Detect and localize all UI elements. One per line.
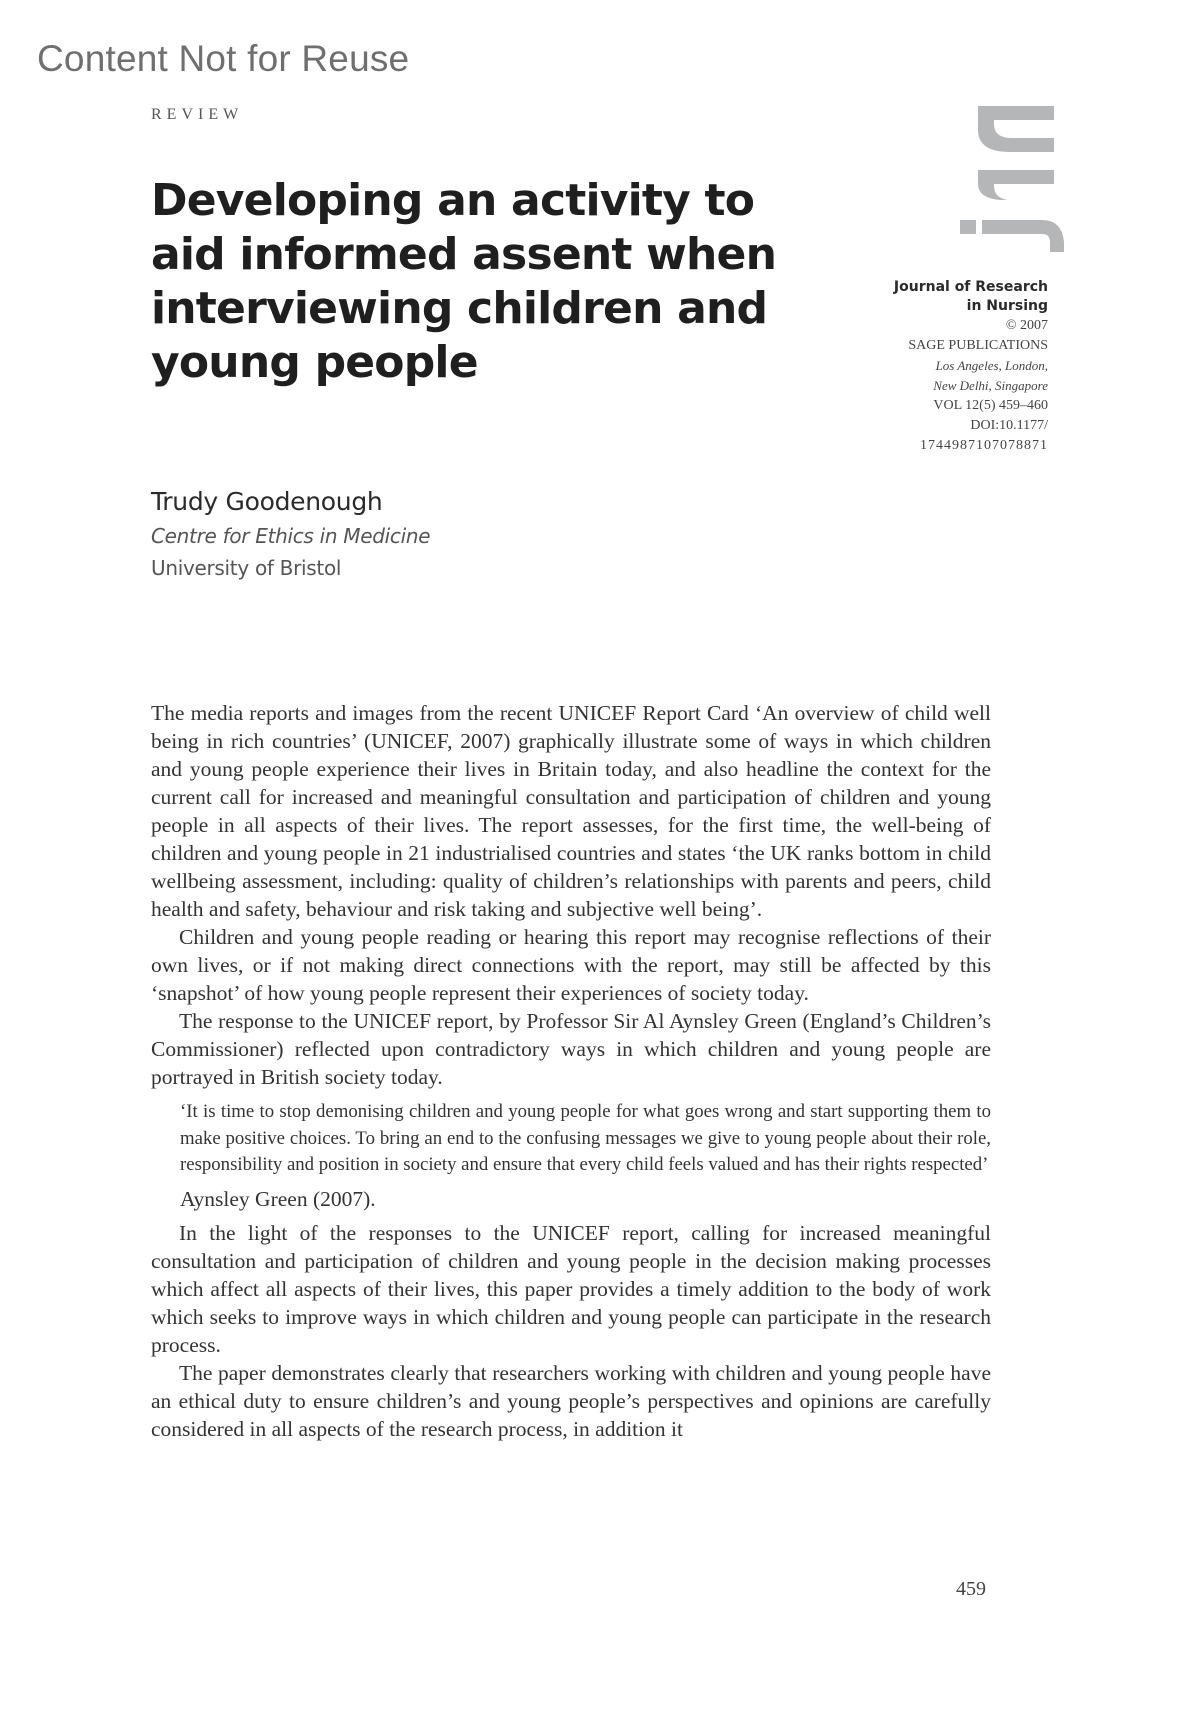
logo-r-arm	[978, 184, 1008, 200]
locations-line1: Los Angeles, London,	[935, 358, 1048, 373]
journal-name-line2: in Nursing	[966, 298, 1048, 314]
body-paragraph: The paper demonstrates clearly that researchers working with children and young people have an ethical duty to ensure children’s and young people’s perspectives and opinions are carefully considered in all aspects of the research process, in addition it	[151, 1360, 991, 1441]
section-label: REVIEW	[151, 106, 244, 123]
logo-n-stem-1	[978, 106, 1054, 120]
body-paragraph: Children and young people reading or hearing this report may recognise reflections of their own lives, or if not making direct connections with the report, may still be affected by this ‘snapshot’ of how young people represent their experiences of society today.	[151, 925, 991, 1005]
doi-line2: 1744987107078871	[920, 438, 1048, 453]
watermark: Content Not for Reuse	[37, 38, 410, 79]
publisher: SAGE PUBLICATIONS	[908, 338, 1048, 353]
journal-info	[894, 278, 1048, 456]
logo-n-arch	[978, 120, 1054, 152]
jrn-logo-graphic	[960, 100, 1070, 270]
locations-line2: New Delhi, Singapore	[933, 378, 1048, 393]
logo-j-stem	[982, 220, 1064, 252]
journal-logo-icon	[960, 100, 1070, 270]
author-department: Centre for Ethics in Medicine	[151, 524, 431, 548]
article-title: Developing an activity to aid informed assent when interviewing children and young people	[151, 175, 777, 388]
body-paragraph: The response to the UNICEF report, by Professor Sir Al Aynsley Green (England’s Children’s Commissioner) reflected upon contradictory ways in which children and young people are portrayed in British society today.	[151, 1009, 991, 1089]
copyright: © 2007	[1005, 318, 1048, 333]
logo-j-dot	[960, 220, 976, 234]
body-paragraph: In the light of the responses to the UNICEF report, calling for increased meaningful consultation and participation of children and young people in the decision making processes which affect all aspects of their lives, this paper provides a timely addition to the body of work which seeks to improve ways in which children and young people can participate in the research process.	[151, 1220, 991, 1357]
article-body	[151, 699, 991, 1443]
page-number: 459	[956, 1578, 986, 1600]
journal-name-line1: Journal of Research	[893, 279, 1048, 295]
block-quote: ‘It is time to stop demonising children and young people for what goes wrong and start supporting them to make positive choices. To bring an end to the confusing messages we give to young people about their role, responsibility and position in society and ensure that every child feels valued and has their rights respected’	[180, 1101, 991, 1175]
author-name: Trudy Goodenough	[151, 487, 383, 516]
logo-r-stem	[978, 170, 1054, 184]
body-paragraph: The media reports and images from the recent UNICEF Report Card ‘An overview of child well being in rich countries’ (UNICEF, 2007) graphically illustrate some of ways in which children and young people experience their lives in Britain today, and also headline the context for the current call for increased and meaningful consultation and participation of children and young people in all aspects of their lives. The report assesses, for the first time, the well-being of children and young people in 21 industrialised countries and states ‘the UK ranks bottom in child wellbeing assessment, including: quality of children’s relationships with parents and peers, child health and safety, behaviour and risk taking and subjective well being’.	[151, 701, 991, 921]
volume: VOL 12(5) 459–460	[933, 398, 1048, 413]
quote-citation: Aynsley Green (2007).	[180, 1186, 376, 1211]
author-institution: University of Bristol	[151, 556, 342, 580]
author-block	[151, 484, 430, 584]
doi-line1: DOI:10.1177/	[970, 418, 1048, 433]
